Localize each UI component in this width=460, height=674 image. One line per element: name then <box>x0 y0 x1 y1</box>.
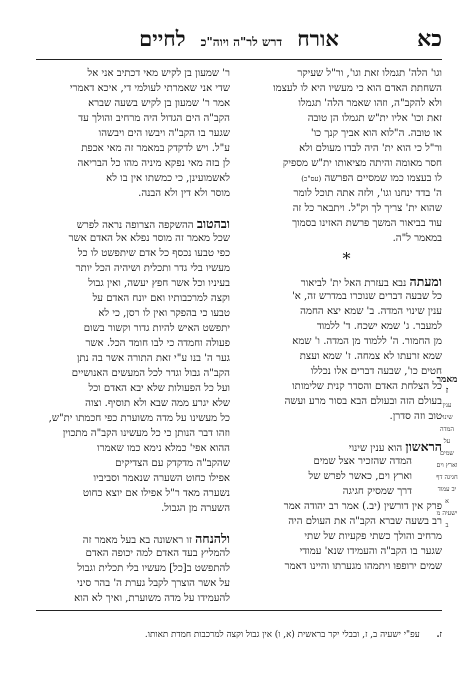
text-line: גער ה' בנו ע"י זאת התורה אשר בה נתן <box>76 353 230 364</box>
text-line: בעולם הזה ובעולם הבא בסור מרע ועשה <box>284 396 442 407</box>
text-line: טוב וזה סדרן. <box>389 411 442 422</box>
footnote-rule <box>36 610 442 611</box>
text-line: וארץ וים, כאשר לפרש של <box>308 471 412 482</box>
text-segment: לו בעצמו כמו שמסיים הפרשה <box>324 173 442 184</box>
text-line: להמליץ בעד האדם למה יכופה האדם <box>85 548 230 559</box>
footnote-number: ז. <box>436 630 442 640</box>
margin-note-line: ישעיה מ ב <box>436 510 458 529</box>
text-line: במאמר ל"ה. <box>392 233 442 244</box>
text-line: כפי טבעו נכסף כל אדם שיתפשט לו כל <box>77 248 230 259</box>
text-line: לן בזה מאי נפקא מיניה מהו כל הבריאה <box>77 158 230 169</box>
text-line: ה' בדד ינחנו וגו', ולזה אתה תוכל לומר <box>293 188 442 199</box>
text-line <box>39 216 230 231</box>
section-divider-star: * <box>342 249 351 268</box>
text-line <box>39 531 230 546</box>
text-line: למעבר. ג' שמא ישכח. ד' ללמוד <box>316 321 442 332</box>
text-line: כל הצלחת האדם והסדר קנית שלימותו <box>292 381 442 392</box>
text-segment: זו ראשונה בא בעל מאמר זה <box>82 535 192 546</box>
text-line: ולא להקב"ה, וזהו שאמר הלה' תגמלו <box>298 98 442 109</box>
text-line: זאת וכו' אליו ית"ש תגמלו הן טובה <box>307 113 442 124</box>
lead-word: הראשון <box>405 439 442 454</box>
text-line: שהוא ית' צריך לך וק"ל. ויתבאר כל זה <box>292 203 442 214</box>
text-line: שהקב"ה מדקדק עם הצדיקים <box>115 458 230 469</box>
footnote <box>36 628 442 642</box>
text-segment: ההשקפה הצרופה נראה לפרש <box>76 220 194 231</box>
footnote-text: עפ"י ישעיה ב, ז, ובבלי יקר בראשית (א, ו) אין גבול וקצה למרכבות חמדת תאותו. <box>144 630 420 640</box>
text-line: כל מעשינו על מדה משוערת כפי חכמתו ית"ש, <box>48 413 230 424</box>
text-line: פרק אין דורשין (יב.) אמר רב יהודה אמר <box>283 501 442 512</box>
header-title <box>36 24 442 57</box>
text-line: שמים ירופפו ויתמהו מגערתו והיינו דאמר <box>284 561 442 572</box>
lead-word: ומעתה <box>409 274 442 289</box>
text-line: להעמידו על מדה משוערת, ואיך לא הוא <box>74 593 230 604</box>
text-line: אפילו כחוט השערה שנאמר וסביביו <box>93 473 230 484</box>
running-header <box>36 24 442 58</box>
text-segment: נבא בעזרת האל ית' לביאור <box>300 278 407 289</box>
lead-word: ובהטוב <box>196 216 230 231</box>
text-line: שמא זרעתו לא צמחה. ז' שמא ועצת <box>299 351 442 362</box>
text-line: להתפשט ב[כל] מעשיו בלי תכלית וגבול <box>77 563 230 574</box>
book-title: אורח <box>297 26 339 51</box>
text-line: ור"ל כי הוא ית' היה לבדו מעולם ולא <box>299 143 442 154</box>
text-line: נשערה מאד ר"ל אפילו אם יוצא כחוט <box>82 488 230 499</box>
text-line: שלא יגרע ממה שבא ולא תוסיף. וצוה <box>85 398 230 409</box>
text-line: הקב"ה הים הגדול היה מרחיב והולך עד <box>78 113 230 124</box>
text-line: יתפשט האיש להיות גדור וקשור בשום <box>83 323 230 334</box>
text-line: חטים כו', שבעה דברים אלו נכללו <box>310 366 442 377</box>
text-line: חסר מאומה והיתה מציאותו ית"ש מספיק <box>282 158 442 169</box>
book-subtitle: לחיים <box>139 26 186 51</box>
margin-note-line: חגיגה דף יב עמוד א <box>436 474 458 505</box>
lead-word: ולהנחה <box>195 531 230 546</box>
text-line: וזהו דבר הנותן כי כל מעשינו הקב"ה מתכוין <box>62 428 230 439</box>
section-name: דרש לר"ה ויוה"כ <box>200 35 283 49</box>
text-line: בעיניו וכל אשר חפץ יעשה, ואין גבול <box>88 278 230 289</box>
text-line <box>251 439 442 454</box>
header-rule <box>36 59 442 60</box>
text-line: רב בשעה שברא הקב"ה את העולם היה <box>288 516 442 527</box>
text-line: כל שבעה דברים שנוכרו במדרש זה, א' <box>291 291 442 302</box>
paragraph-gap <box>39 516 230 531</box>
left-column <box>39 66 230 606</box>
text-line: ועל כל הפעולות שלא יבא האדם וכל <box>88 383 230 394</box>
margin-note-line: שמים וארץ וים <box>436 450 458 469</box>
text-line: על אשר הוצרך לקבל גערת ה' בהר סיני <box>76 578 230 589</box>
paragraph-gap <box>251 424 442 439</box>
text-segment: הוא ענין שינוי <box>348 443 403 454</box>
margin-note <box>436 374 458 532</box>
text-line: המדה שהזכיר אצל שמים <box>313 456 412 467</box>
text-line: פעולה וחמדה כי לבו חומד הכל. אשר <box>85 338 230 349</box>
text-line: שכל מאמר זה מוסר נפלא אל האדם אשר <box>68 233 230 244</box>
text-line <box>251 171 442 186</box>
paragraph-gap <box>39 201 230 216</box>
text-line: שגער בו הקב"ה ויבשו הים ויבשהו <box>98 128 230 139</box>
text-line <box>251 274 442 289</box>
text-line: מוסר ולא דין ולא הבנה. <box>138 188 230 199</box>
text-line: אמר ר' שמעון בן לקיש בשעה שברא <box>88 98 230 109</box>
text-line: ר' שמעון בן לקיש מאי דכתיב אני אל <box>87 68 230 79</box>
text-line: השערה מן הגבול. <box>161 503 230 514</box>
text-line: הקב"ה גבול וגדר לכל המעשים האנושיים <box>71 368 230 379</box>
text-line: מעשיו בלי גדר ותכלית ושיהיה הכל יותר <box>75 263 230 274</box>
text-line: עוד בביאור המשך פרשת האזינו בסמוך <box>292 218 442 229</box>
text-line: וקצה למרכבותיו ואם יונח האדם על <box>92 293 230 304</box>
right-column <box>251 66 442 574</box>
text-line: ההוא אפי' כמלא נימא כמו שאמרו <box>97 443 230 454</box>
text-line: או טובה. ה"לוא הוא אביך קנך כו' <box>310 128 442 139</box>
text-line: לאשמועינן, כי כמשתו אין בו לא <box>106 173 230 184</box>
text-line: דרך שמסיק חגיגה <box>342 486 412 497</box>
text-line: השחתת האדם הוא כי מעשיו היא לו לעצמו <box>273 83 442 94</box>
text-line: מרחיב והולך כשתי פקעיות של שתי <box>304 531 442 542</box>
text-line: שדי אני שאמרתי לעולמי די, איכא דאמרי <box>69 83 230 94</box>
text-line: טבעו כי בהפקר ואין לו רסן, כי לא <box>98 308 230 319</box>
text-line: שגער בו הקב"ה והעמידו שנא' עמודי <box>299 546 442 557</box>
margin-note-line: ענין שינוי המדה על <box>439 402 454 445</box>
text-line: מן החמור. ה' ללמוד מן המדה. ו' שמא <box>292 336 442 347</box>
text-line: ענין שינוי המדה. ב' שמא יצא החמה <box>300 306 442 317</box>
source-ref: (עס"כ) <box>301 175 322 183</box>
text-line: וגו' הלה' תגמלו זאת וגו', ור"ל שעיקר <box>297 68 442 79</box>
margin-note-title: מאמר ז <box>436 375 458 396</box>
page-number: כא <box>417 26 442 52</box>
text-line: ע"ל. ויש לדקדק במאמר זה מאי אכפת <box>81 143 230 154</box>
